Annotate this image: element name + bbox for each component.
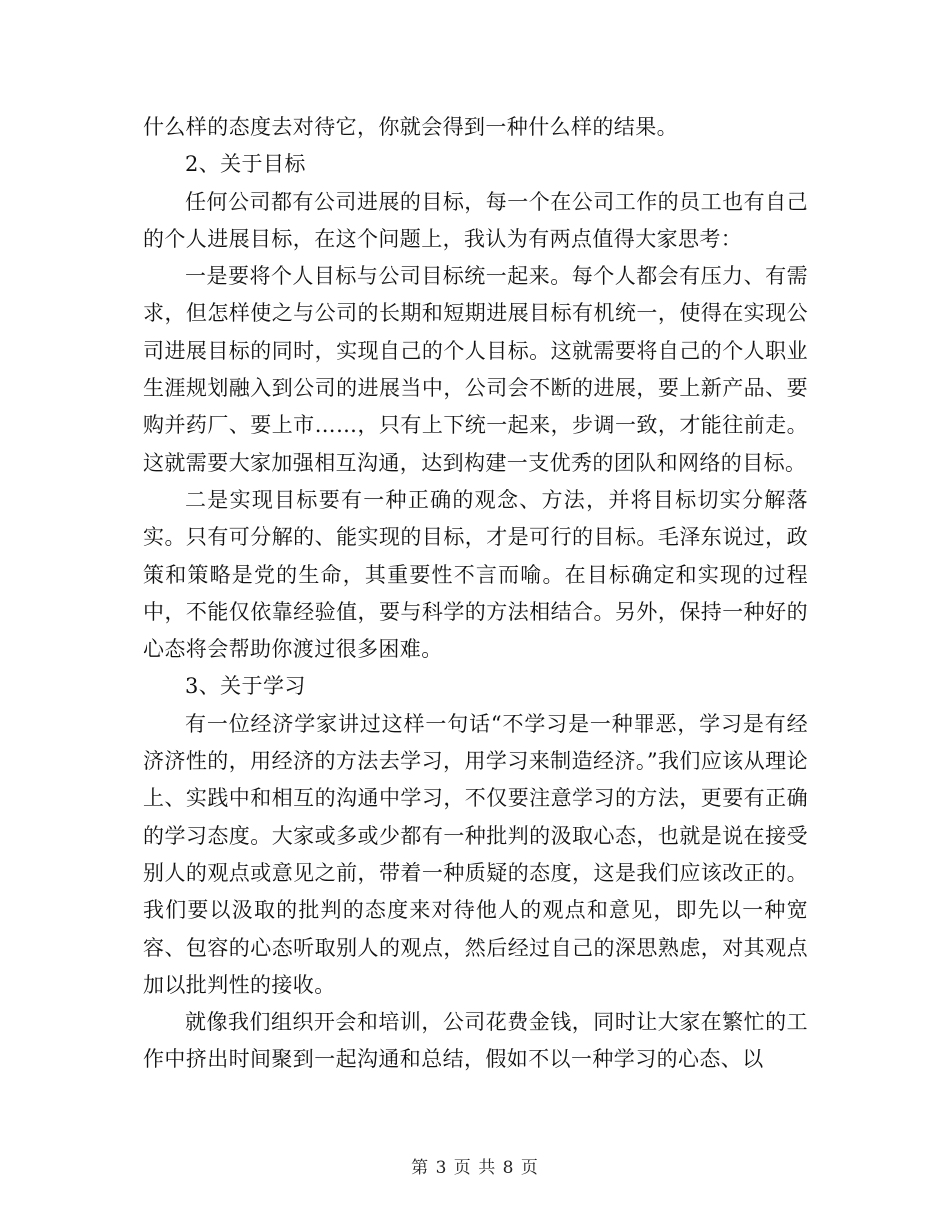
continuation-paragraph: 什么样的态度去对待它，你就会得到一种什么样的结果。: [143, 115, 678, 139]
page-number-footer: 第 3 页 共 8 页: [411, 1158, 539, 1178]
section-heading-goals: 2、关于目标: [185, 152, 306, 177]
body-paragraph: 任何公司都有公司进展的目标，每一个在公司工作的员工也有自己的个人进展目标，在这个问题上，我认为有两点值得大家思考：: [143, 189, 808, 251]
section-heading-learning: 3、关于学习: [185, 674, 306, 699]
document-body: [143, 109, 808, 1079]
body-paragraph: 就像我们组织开会和培训，公司花费金钱，同时让大家在繁忙的工作中挤出时间聚到一起沟通和总结，假如不以一种学习的心态、以: [143, 1010, 808, 1072]
body-paragraph: 一是要将个人目标与公司目标统一起来。每个人都会有压力、有需求，但怎样使之与公司的长期和短期进展目标有机统一，使得在实现公司进展目标的同时，实现自己的个人目标。这就需要将自己的个人职业生涯规划融入到公司的进展当中，公司会不断的进展，要上新产品、要购并药厂、要上市……，只有上下统一起来，步调一致，才能往前走。这就需要大家加强相互沟通，达到构建一支优秀的团队和网络的目标。: [143, 264, 808, 475]
body-paragraph: 有一位经济学家讲过这样一句话“不学习是一种罪恶，学习是有经济济性的，用经济的方法去学习，用学习来制造经济。”我们应该从理论上、实践中和相互的沟通中学习，不仅要注意学习的方法，更要有正确的学习态度。大家或多或少都有一种批判的汲取心态，也就是说在接受别人的观点或意见之前，带着一种质疑的态度，这是我们应该改正的。我们要以汲取的批判的态度来对待他人的观点和意见，即先以一种宽容、包容的心态听取别人的观点，然后经过自己的深思熟虑，对其观点加以批判性的接收。: [143, 711, 808, 997]
body-paragraph: 二是实现目标要有一种正确的观念、方法，并将目标切实分解落实。只有可分解的、能实现的目标，才是可行的目标。毛泽东说过，政策和策略是党的生命，其重要性不言而喻。在目标确定和实现的过程中，不能仅依靠经验值，要与科学的方法相结合。另外，保持一种好的心态将会帮助你渡过很多困难。: [143, 487, 808, 662]
